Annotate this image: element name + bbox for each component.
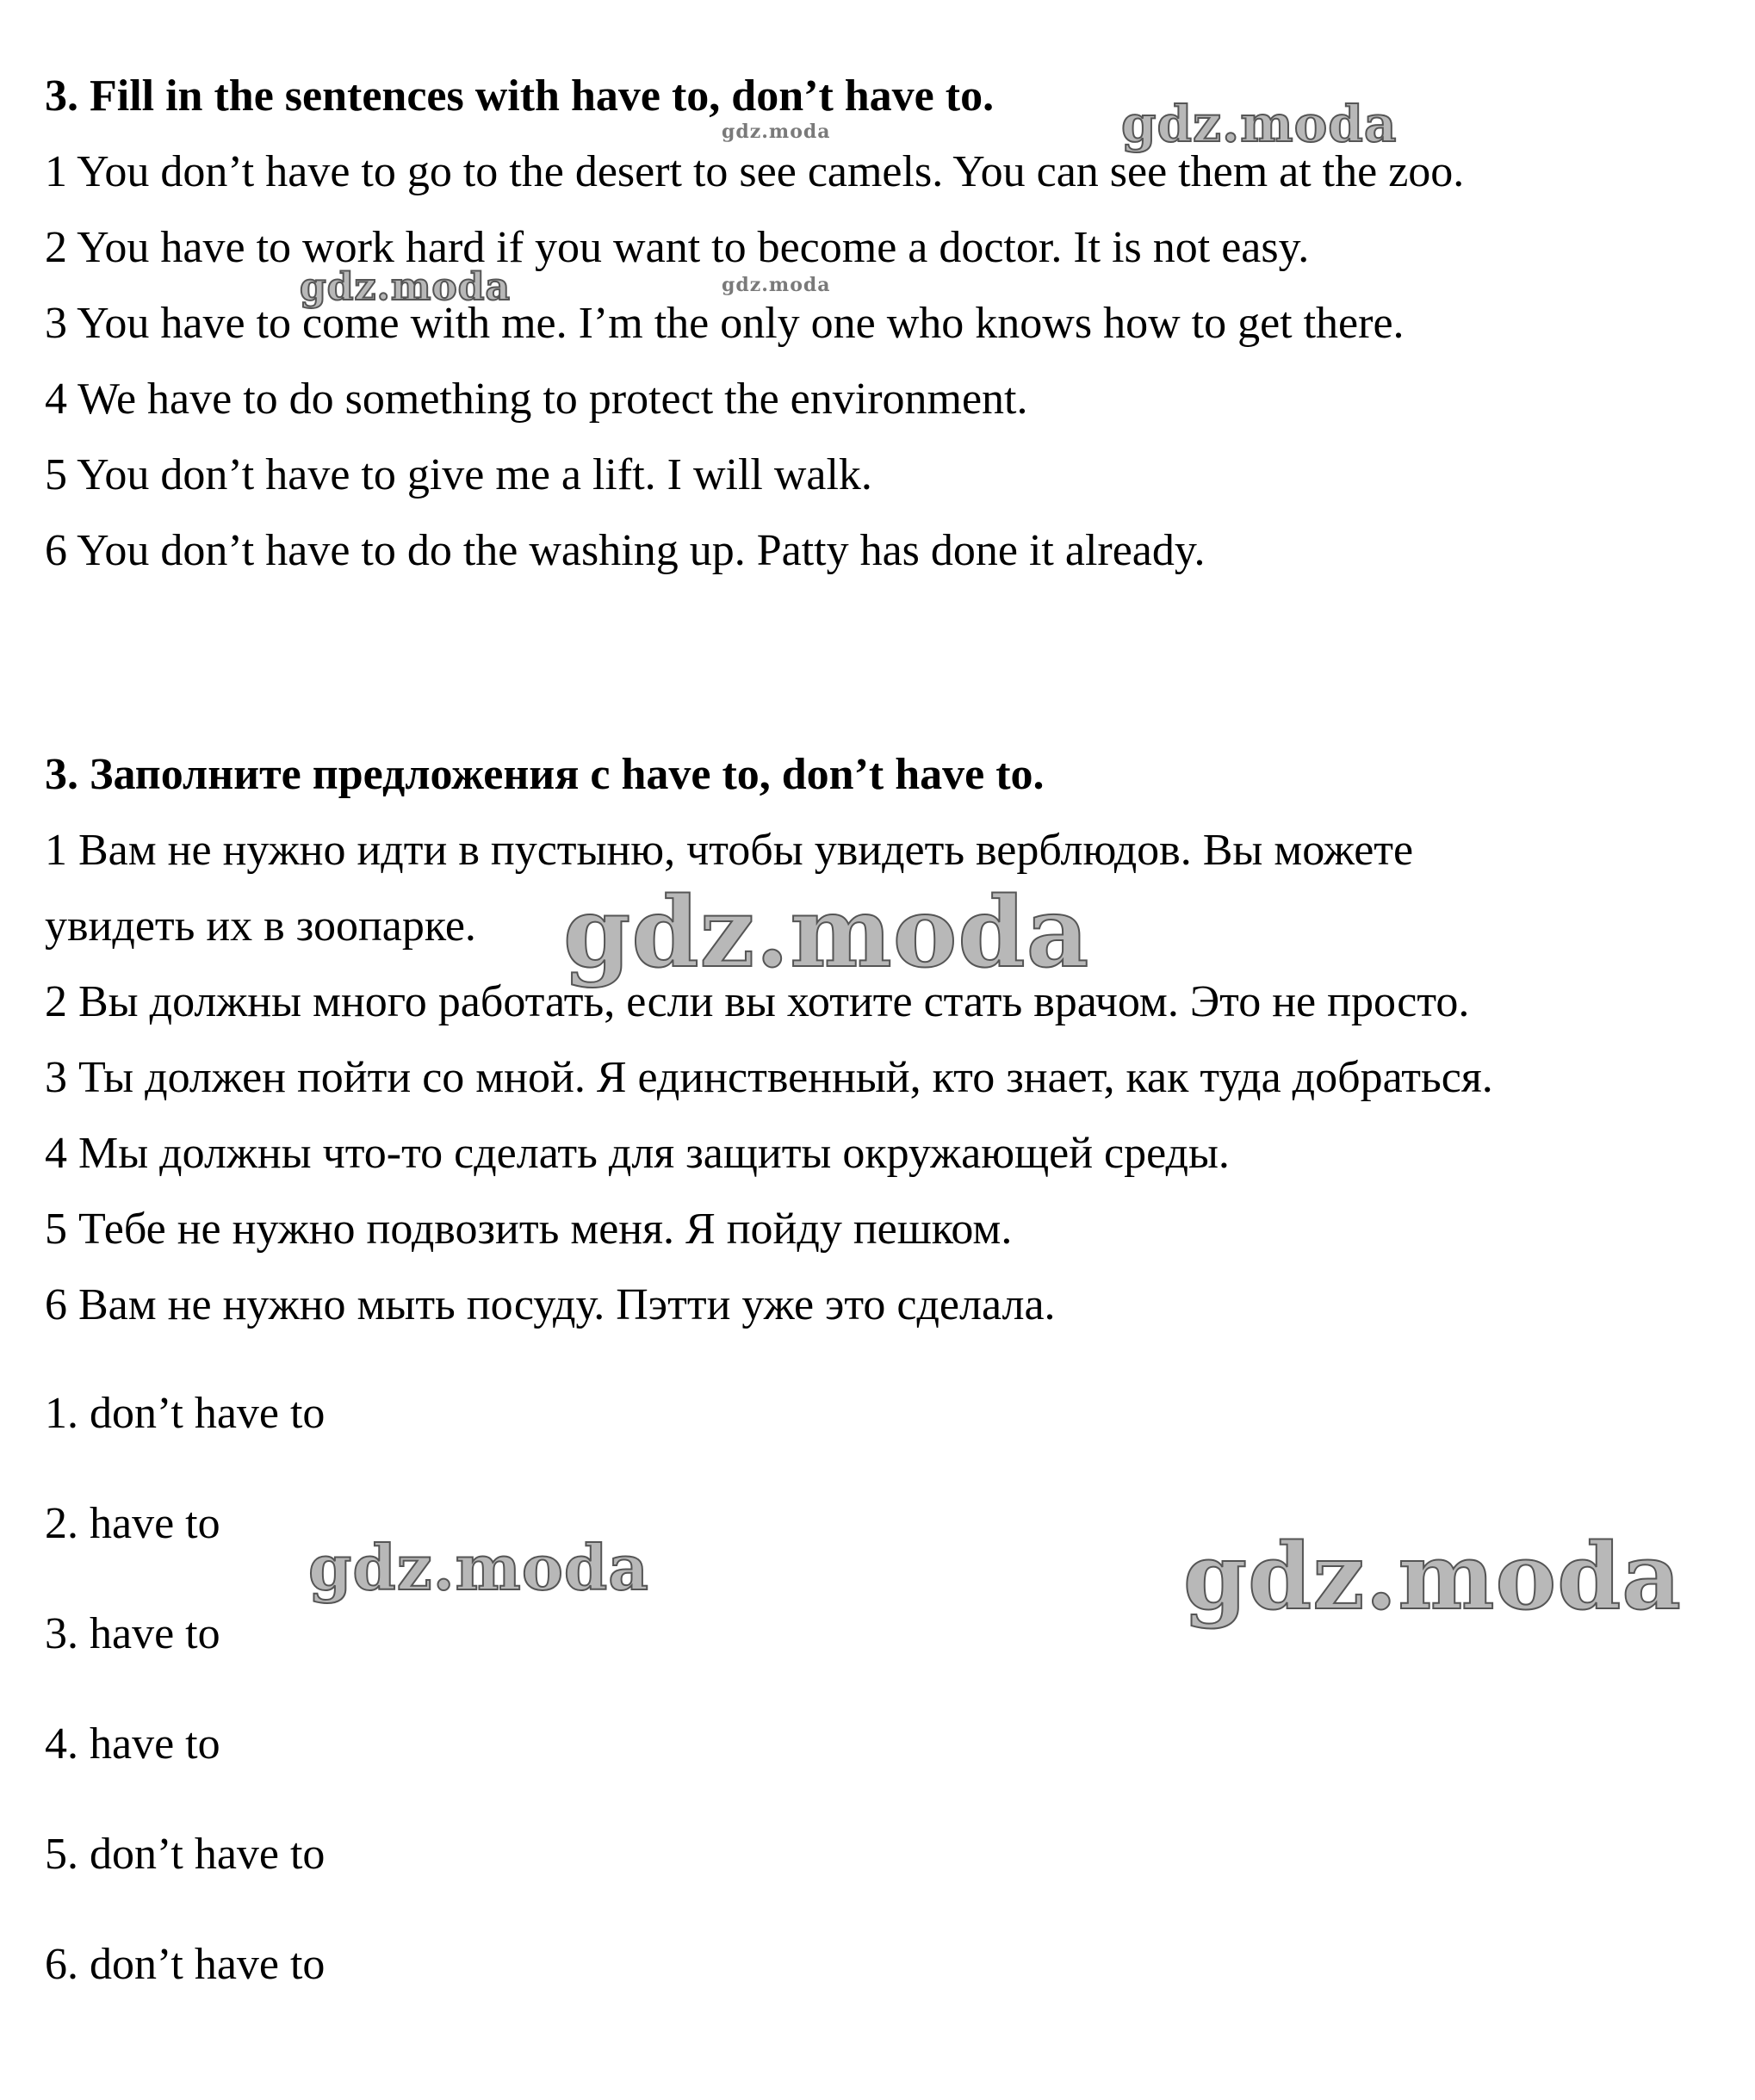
english-sentence-4: 4 We have to do something to protect the environment. [45, 375, 1028, 424]
english-sentence-1: 1 You don’t have to go to the desert to see camels. You can see them at the zoo. [45, 147, 1465, 196]
russian-heading: 3. Заполните предложения с have to, don’t have to. [45, 750, 1045, 799]
watermark-large-russian: gdz.moda [563, 877, 1090, 989]
answer-2: 2. have to [45, 1499, 220, 1548]
russian-sentence-5: 5 Тебе не нужно подвозить меня. Я пойду пешком. [45, 1205, 1013, 1254]
watermark-small-english: gdz.moda [300, 265, 512, 309]
russian-sentence-4: 4 Мы должны что-то сделать для защиты окружающей среды. [45, 1129, 1230, 1178]
russian-sentence-1-part-1: 1 Вам не нужно идти в пустыню, чтобы увидеть верблюдов. Вы можете [45, 826, 1414, 875]
watermark-answers-right: gdz.moda [1183, 1522, 1682, 1630]
answer-1: 1. don’t have to [45, 1389, 326, 1438]
english-sentence-3: 3 You have to come with me. I’m the only one who knows how to get there. [45, 299, 1405, 348]
english-heading: 3. Fill in the sentences with have to, don’t have to. [45, 71, 995, 121]
answer-5: 5. don’t have to [45, 1830, 326, 1879]
answer-6: 6. don’t have to [45, 1940, 326, 1989]
watermark-tiny-1: gdz.moda [722, 121, 831, 143]
russian-sentence-6: 6 Вам не нужно мыть посуду. Пэтти уже это сделала. [45, 1280, 1056, 1329]
english-sentence-5: 5 You don’t have to give me a lift. I will walk. [45, 450, 872, 499]
answer-3: 3. have to [45, 1609, 220, 1658]
watermark-top-heading: gdz.moda [1121, 95, 1398, 153]
russian-sentence-2: 2 Вы должны много работать, если вы хотите стать врачом. Это не просто. [45, 977, 1470, 1026]
watermark-tiny-2: gdz.moda [722, 274, 831, 296]
english-sentence-2: 2 You have to work hard if you want to become a doctor. It is not easy. [45, 223, 1310, 272]
russian-sentence-1-part-2: увидеть их в зоопарке. [45, 901, 476, 951]
watermark-answers-left: gdz.moda [308, 1531, 649, 1604]
russian-sentence-3: 3 Ты должен пойти со мной. Я единственный, кто знает, как туда добраться. [45, 1053, 1493, 1102]
answer-4: 4. have to [45, 1719, 220, 1769]
english-sentence-6: 6 You don’t have to do the washing up. Patty has done it already. [45, 526, 1206, 575]
